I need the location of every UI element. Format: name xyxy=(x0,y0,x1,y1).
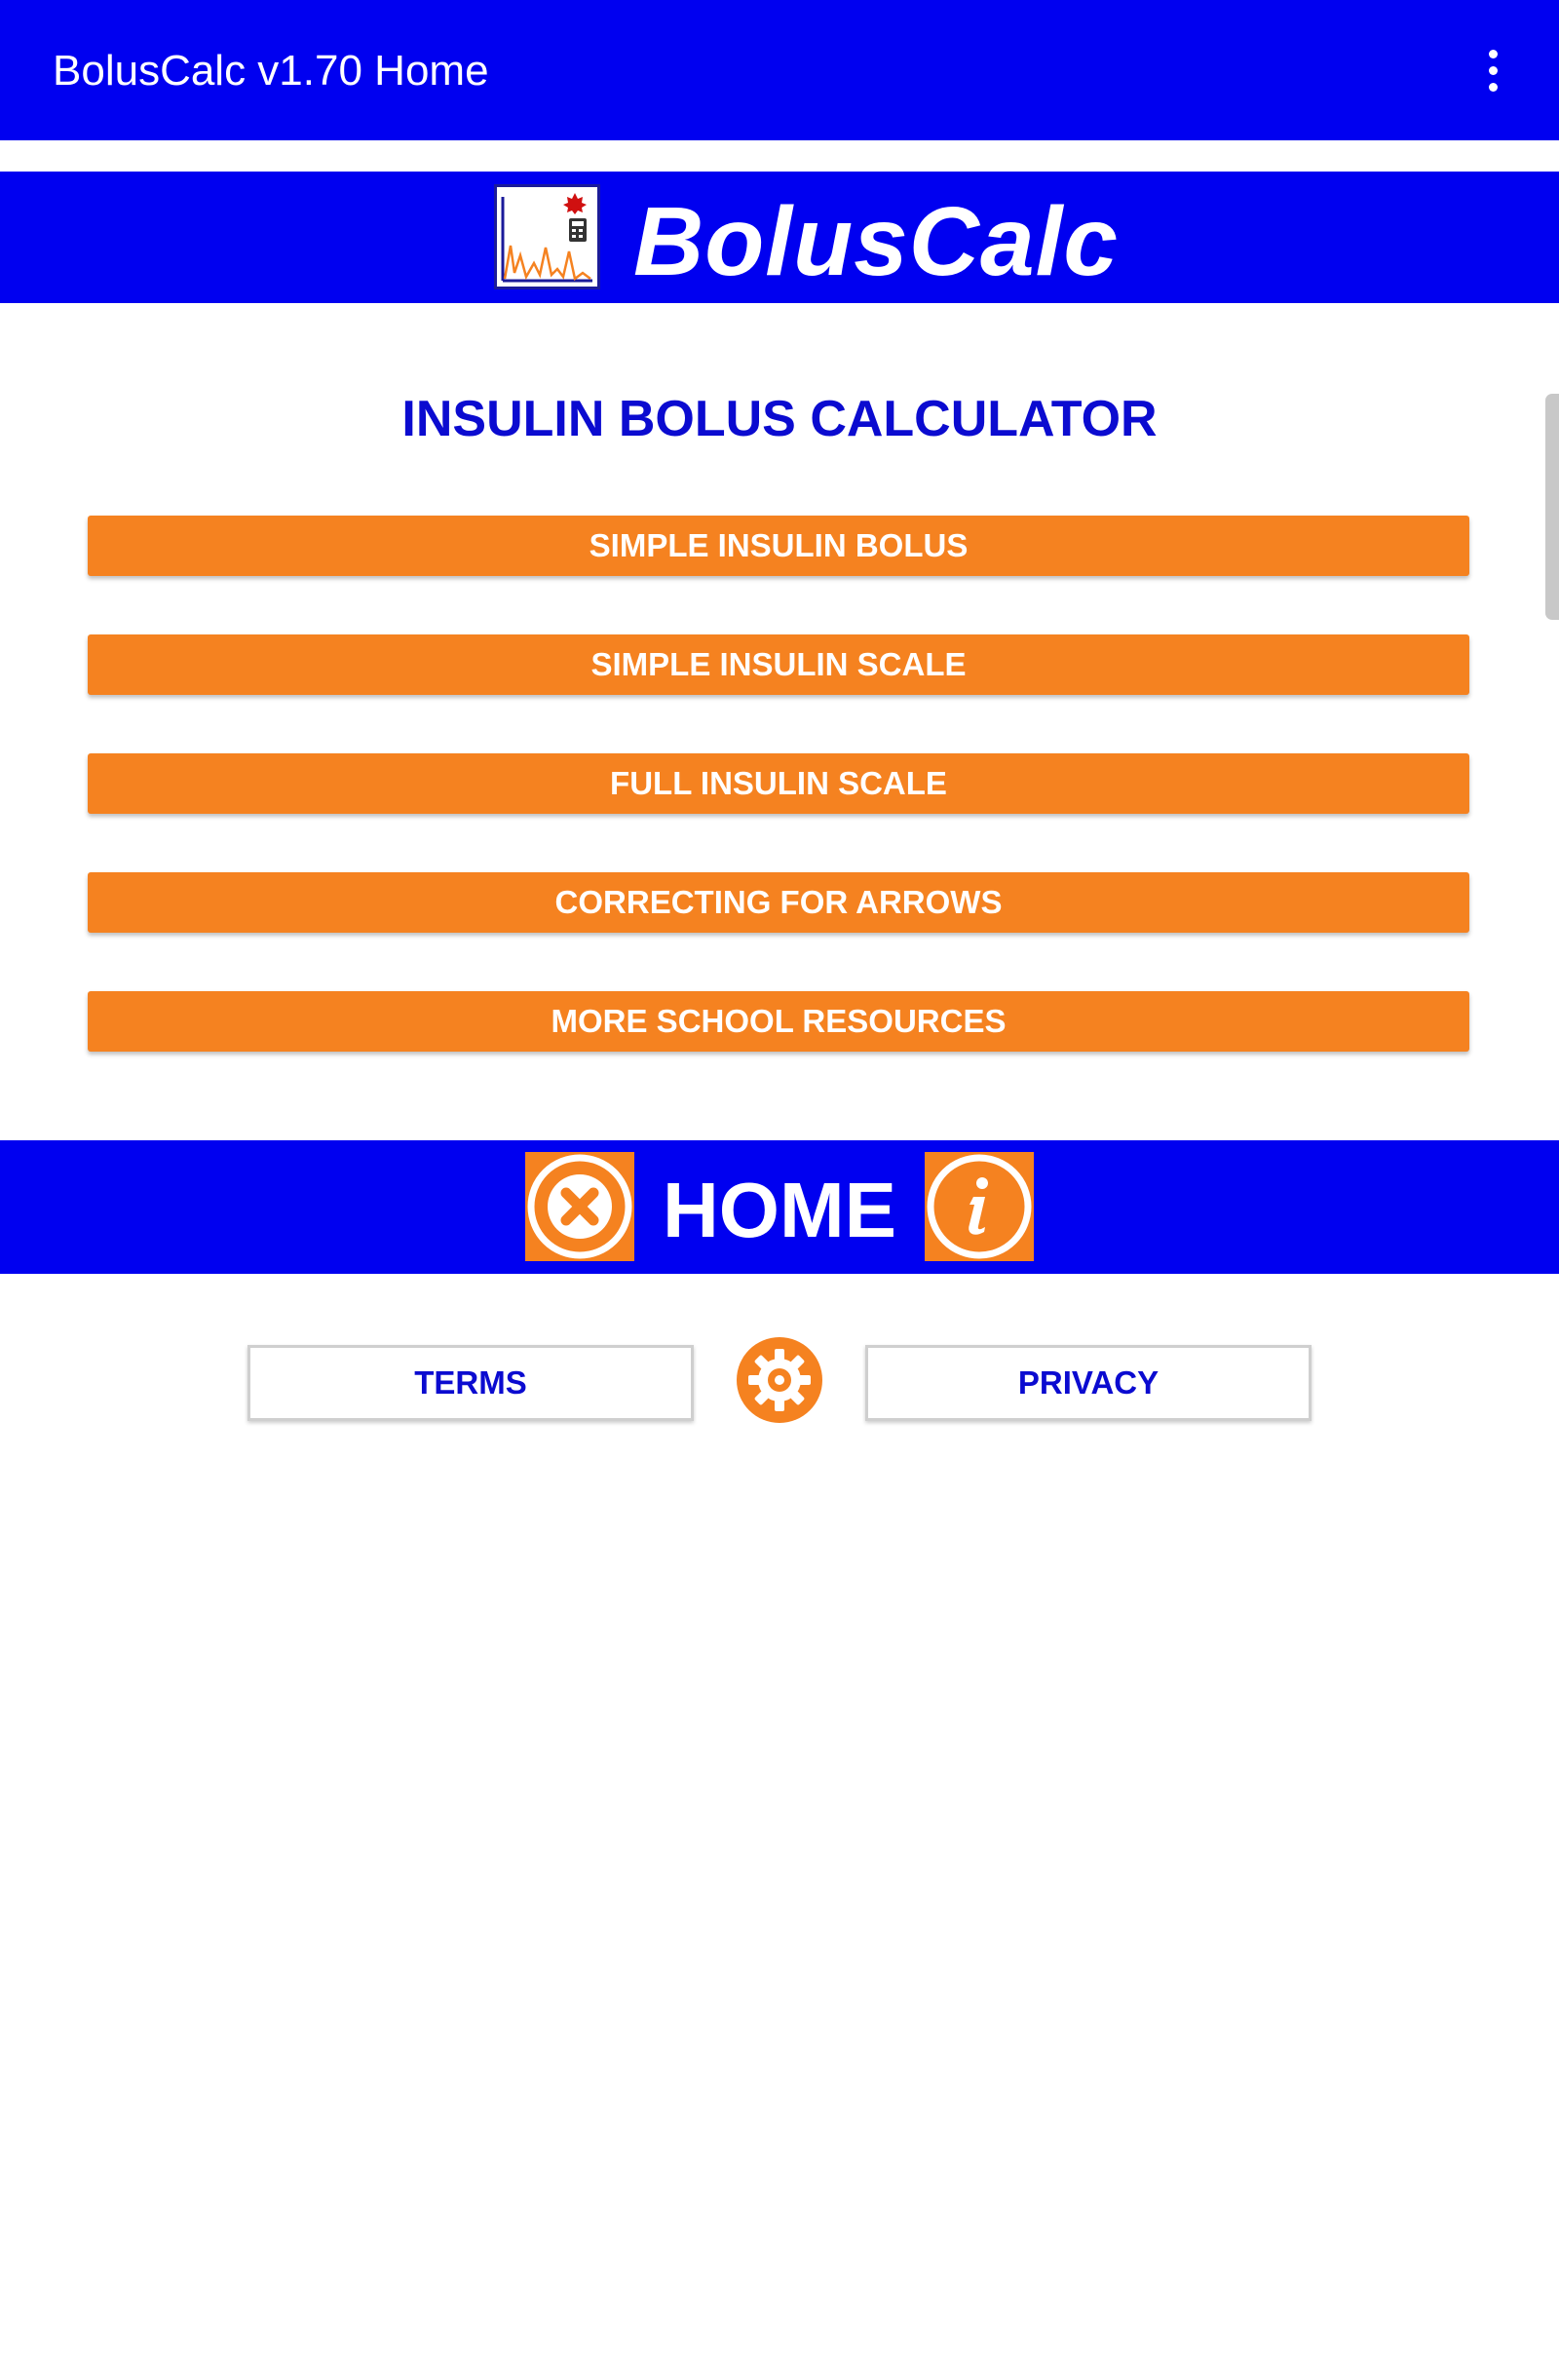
terms-button[interactable]: TERMS xyxy=(247,1345,694,1421)
more-vertical-icon[interactable] xyxy=(1473,41,1512,99)
page-title: INSULIN BOLUS CALCULATOR xyxy=(401,391,1158,447)
simple-insulin-bolus-button[interactable]: SIMPLE INSULIN BOLUS xyxy=(88,516,1469,576)
gear-icon[interactable] xyxy=(735,1335,824,1425)
app-bar-title: BolusCalc v1.70 Home xyxy=(53,47,489,95)
close-circle-icon[interactable] xyxy=(525,1152,634,1261)
app-bar xyxy=(0,0,1559,140)
brand-name: BolusCalc xyxy=(633,187,1120,296)
more-school-resources-button[interactable]: MORE SCHOOL RESOURCES xyxy=(88,991,1469,1052)
home-title: HOME xyxy=(663,1167,896,1253)
correcting-for-arrows-button[interactable]: CORRECTING FOR ARROWS xyxy=(88,872,1469,933)
bolus-chart-logo-icon xyxy=(494,184,600,289)
privacy-button[interactable]: PRIVACY xyxy=(865,1345,1312,1421)
info-circle-icon[interactable] xyxy=(925,1152,1034,1261)
full-insulin-scale-button[interactable]: FULL INSULIN SCALE xyxy=(88,753,1469,814)
simple-insulin-scale-button[interactable]: SIMPLE INSULIN SCALE xyxy=(88,634,1469,695)
